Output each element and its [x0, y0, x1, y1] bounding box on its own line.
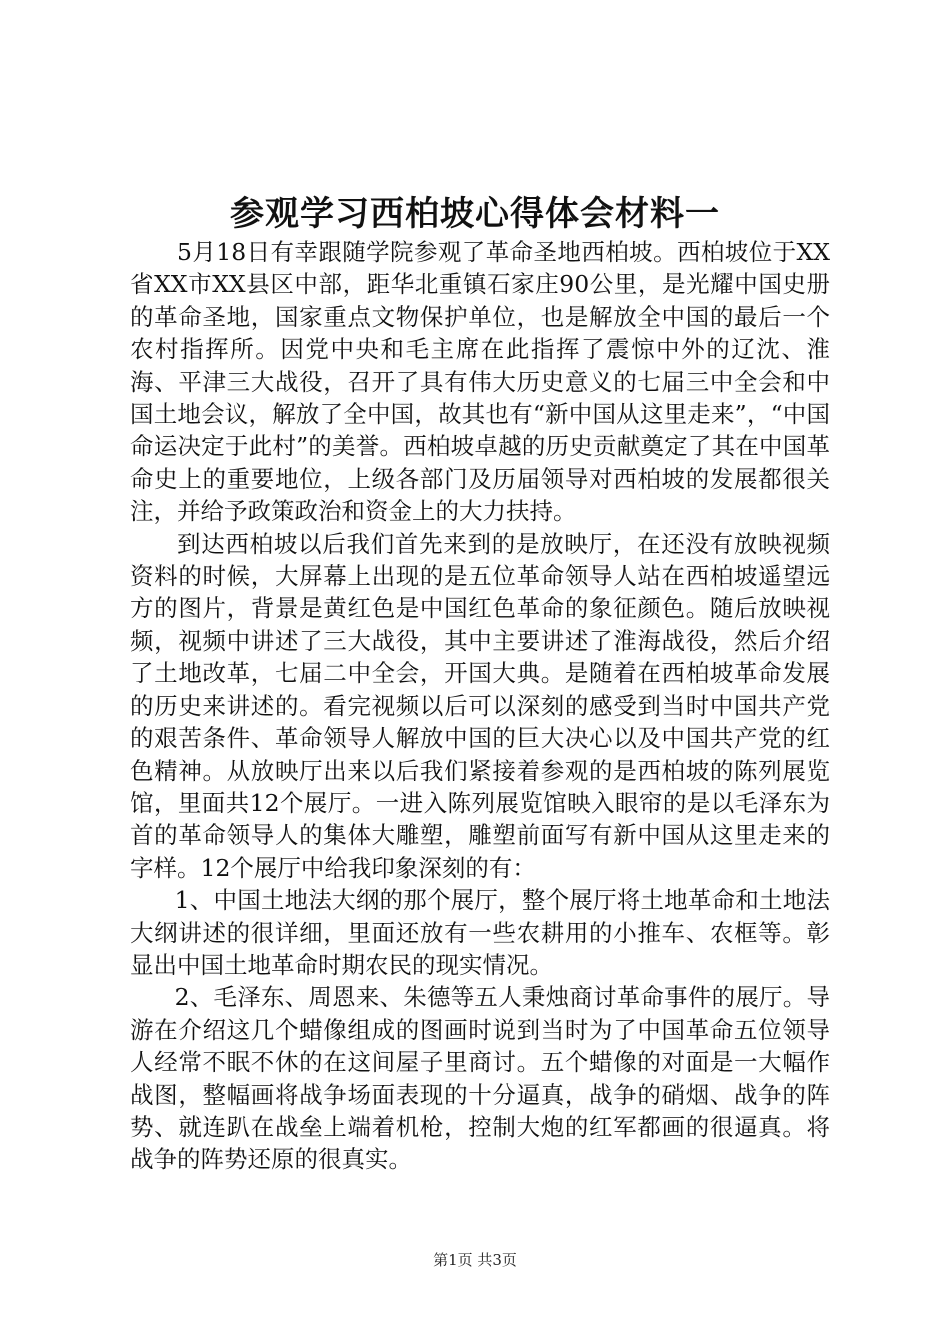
page-number-footer: 第1页 共3页 — [433, 1251, 517, 1269]
paragraph-3: 1、中国土地法大纲的那个展厅，整个展厅将土地革命和土地法大纲讲述的很详细，里面还放有一些农耕用的小推车、农框等。彰显出中国土地革命时期农民的现实情况。 — [130, 886, 830, 979]
paragraph-1: 5月18日有幸跟随学院参观了革命圣地西柏坡。西柏坡位于XX省XX市XX县区中部，距华北重镇石家庄90公里，是光耀中国史册的革命圣地，国家重点文物保护单位，也是解放全中国的最后一个农村指挥所。因党中央和毛主席在此指挥了震惊中外的辽沈、淮海、平津三大战役，召开了具有伟大历史意义的七届三中全会和中国土地会议，解放了全中国，故其也有“新中国从这里走来”，“中国命运决定于此村”的美誉。西柏坡卓越的历史贡献奠定了其在中国革命史上的重要地位，上级各部门及历届领导对西柏坡的发展都很关注，并给予政策政治和资金上的大力扶持。 — [130, 238, 830, 526]
paragraph-2: 到达西柏坡以后我们首先来到的是放映厅，在还没有放映视频资料的时候，大屏幕上出现的是五位革命领导人站在西柏坡遥望远方的图片，背景是黄红色是中国红色革命的象征颜色。随后放映视频，视频中讲述了三大战役，其中主要讲述了淮海战役，然后介绍了土地改革，七届二中全会，开国大典。是随着在西柏坡革命发展的历史来讲述的。看完视频以后可以深刻的感受到当时中国共产党的艰苦条件、革命领导人解放中国的巨大决心以及中国共产党的红色精神。从放映厅出来以后我们紧接着参观的是西柏坡的陈列展览馆，里面共12个展厅。一进入陈列展览馆映入眼帘的是以毛泽东为首的革命领导人的集体大雕塑，雕塑前面写有新中国从这里走来的字样。12个展厅中给我印象深刻的有： — [130, 529, 830, 882]
document-title: 参观学习西柏坡心得体会材料一 — [230, 194, 720, 234]
paragraph-4: 2、毛泽东、周恩来、朱德等五人秉烛商讨革命事件的展厅。导游在介绍这几个蜡像组成的图画时说到当时为了中国革命五位领导人经常不眠不休的在这间屋子里商讨。五个蜡像的对面是一大幅作战图，整幅画将战争场面表现的十分逼真，战争的硝烟、战争的阵势、就连趴在战垒上端着机枪，控制大炮的红军都画的很逼真。将战争的阵势还原的很真实。 — [130, 983, 830, 1174]
document-body — [130, 236, 830, 1176]
